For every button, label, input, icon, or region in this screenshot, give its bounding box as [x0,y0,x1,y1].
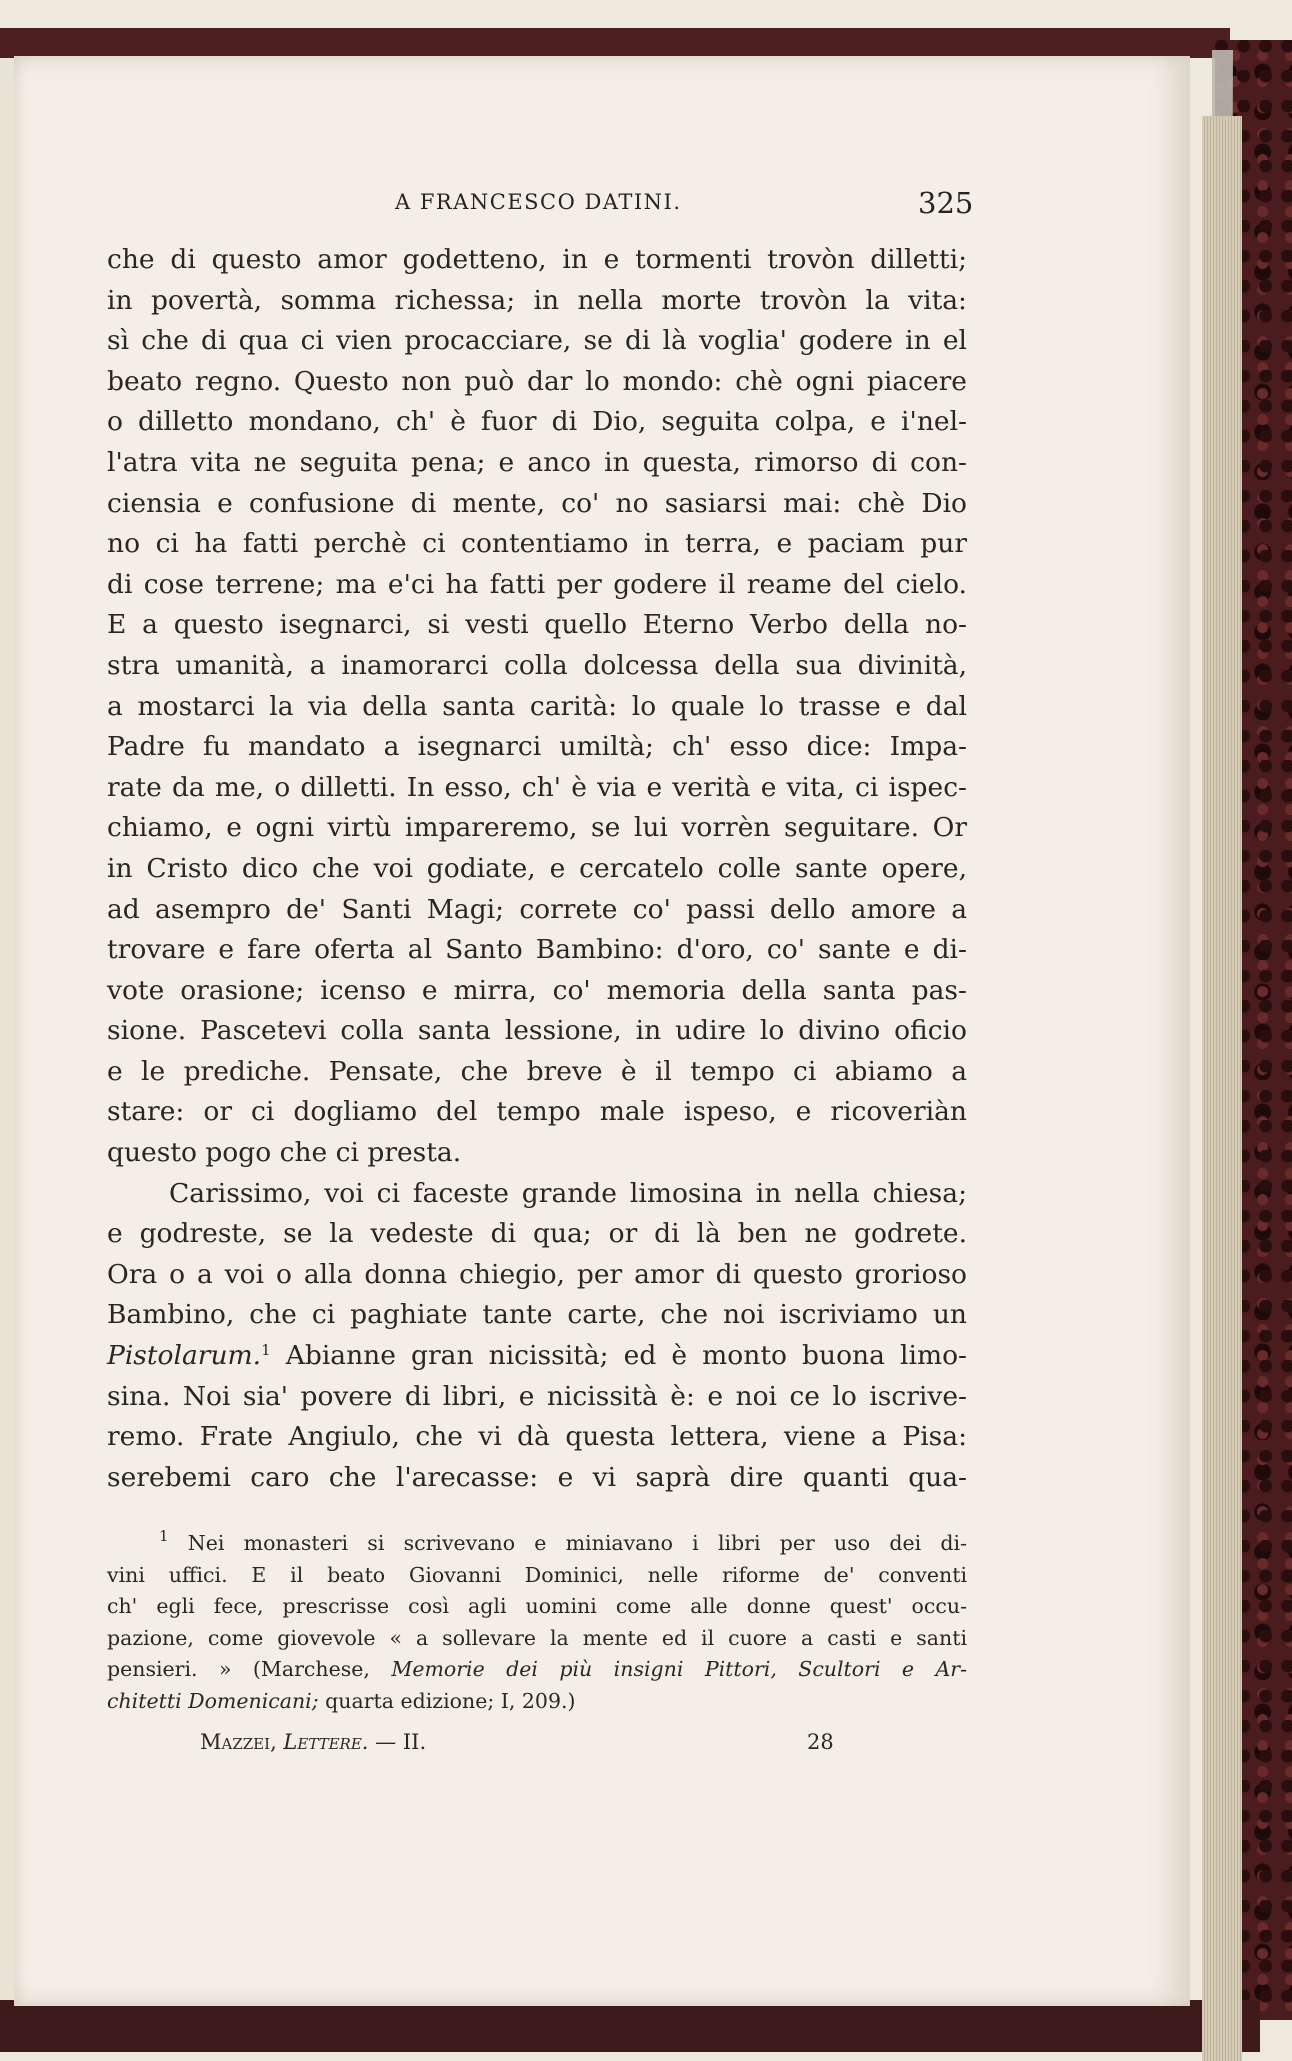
italic-title: Pistolarum. [107,1340,262,1372]
text-line: l'atra vita ne seguita pena; e anco in questa, rimorso di con- [107,446,967,478]
signature-author: Mazzei, Lettere. — II. [200,1730,427,1754]
footnote-text: pensieri. » (Marchese, [107,1657,370,1681]
footnote-line [107,1528,967,1560]
running-head [0,186,1292,226]
text-line: sì che di qua ci vien procacciare, se di là voglia' godere in el [107,325,967,357]
text-line: trovare e fare oferta al Santo Bambino: d'oro, co' sante e di- [107,934,967,966]
text-line: sina. Noi sia' povere di libri, e nicissità è: e noi ce lo iscrive- [107,1380,967,1412]
signature-name: Mazzei [200,1730,271,1754]
running-head-title: A FRANCESCO DATINI. [395,190,682,214]
letter-body [107,240,967,1498]
signature-number: 28 [807,1730,834,1754]
text-line: E a questo isegnarci, si vesti quello Eterno Verbo della no- [107,609,967,641]
text-line: stra umanità, a inamorarci colla dolcessa della sua divinità, [107,649,967,681]
footnote [107,1528,967,1717]
text-line: o dilletto mondano, ch' è fuor di Dio, seguita colpa, e i'nel- [107,406,967,438]
footnote-italic: Memorie dei più insigni Pittori, Scultori e Ar- [391,1657,967,1681]
text-line: Ora o a voi o alla donna chiegio, per amor di questo grorioso [107,1258,967,1290]
text-line: no ci ha fatti perchè ci contentiamo in terra, e paciam pur [107,528,967,560]
text-line-with-footnote [107,1336,967,1377]
footnote-line [107,1686,967,1718]
text-line: ciensia e confusione di mente, co' no sasiarsi mai: chè Dio [107,487,967,519]
footnote-text: Nei monasteri si scrivevano e miniavano i libri per uso dei di- [187,1531,967,1555]
text-line: in povertà, somma richessa; in nella morte trovòn la vita: [107,284,967,316]
footnote-ref: 1 [261,1341,271,1360]
book-cover-top [0,28,1230,58]
text-line: sione. Pascetevi colla santa lessione, in udire lo divino oficio [107,1015,967,1047]
text-line: questo pogo che ci presta. [107,1137,462,1169]
text-line: serebemi caro che l'arecasse: e vi saprà dire quanti qua- [107,1461,967,1493]
footnote-line: pazione, come giovevole « a sollevare la mente ed il cuore a casti e santi [107,1625,967,1650]
text-line: a mostarci la via della santa carità: lo quale lo trasse e dal [107,690,967,722]
text-line: rate da me, o dilletti. In esso, ch' è via e verità e vita, ci ispec- [107,771,967,803]
page-leaves [1202,116,1242,2061]
text-line: remo. Frate Angiulo, che vi dà questa lettera, viene a Pisa: [107,1421,967,1453]
text-line: chiamo, e ogni virtù impareremo, se lui vorrèn seguitare. Or [107,812,967,844]
footnote-line: vini uffici. E il beato Giovanni Dominici, nelle riforme de' conventi [107,1562,967,1587]
text-line: beato regno. Questo non può dar lo mondo: chè ogni piacere [107,365,967,397]
text-line: che di questo amor godetteno, in e tormenti trovòn dilletti; [107,244,967,275]
text-line: Bambino, che ci paghiate tante carte, che noi iscriviamo un [107,1299,967,1331]
signature-title: Lettere. [283,1730,369,1754]
book-cover-bottom [0,2000,1260,2052]
text-line: e godreste, se la vedeste di qua; or di là ben ne godrete. [107,1218,967,1250]
printer-signature [200,1730,900,1760]
text-line: di cose terrene; ma e'ci ha fatti per godere il reame del cielo. [107,568,967,600]
footnote-italic: chitetti Domenicani; [107,1688,319,1713]
text-line: in Cristo dico che voi godiate, e cercatelo colle sante opere, [107,852,967,884]
signature-volume: — II. [375,1730,427,1754]
text-line-rest: Abianne gran nicissità; ed è monto buona limo- [285,1340,967,1372]
footnote-line: ch' egli fece, prescrisse così agli uomini come alle donne quest' occu- [107,1594,967,1618]
page-number: 325 [918,186,974,220]
text-line: Padre fu mandato a isegnarci umiltà; ch' esso dice: Impa- [107,731,967,763]
footnote-text: quarta edizione; I, 209.) [325,1688,576,1713]
text-line: e le prediche. Pensate, che breve è il tempo ci abiamo a [107,1055,967,1087]
footnote-marker: 1 [159,1527,169,1545]
footnote-line [107,1654,967,1686]
text-line: stare: or ci dogliamo del tempo male ispeso, e ricoveriàn [107,1096,967,1128]
text-line: Carissimo, voi ci faceste grande limosina in nella chiesa; [169,1177,967,1209]
text-line: vote orasione; icenso e mirra, co' memoria della santa pas- [107,974,967,1006]
text-line: ad asempro de' Santi Magi; correte co' passi dello amore a [107,893,967,925]
